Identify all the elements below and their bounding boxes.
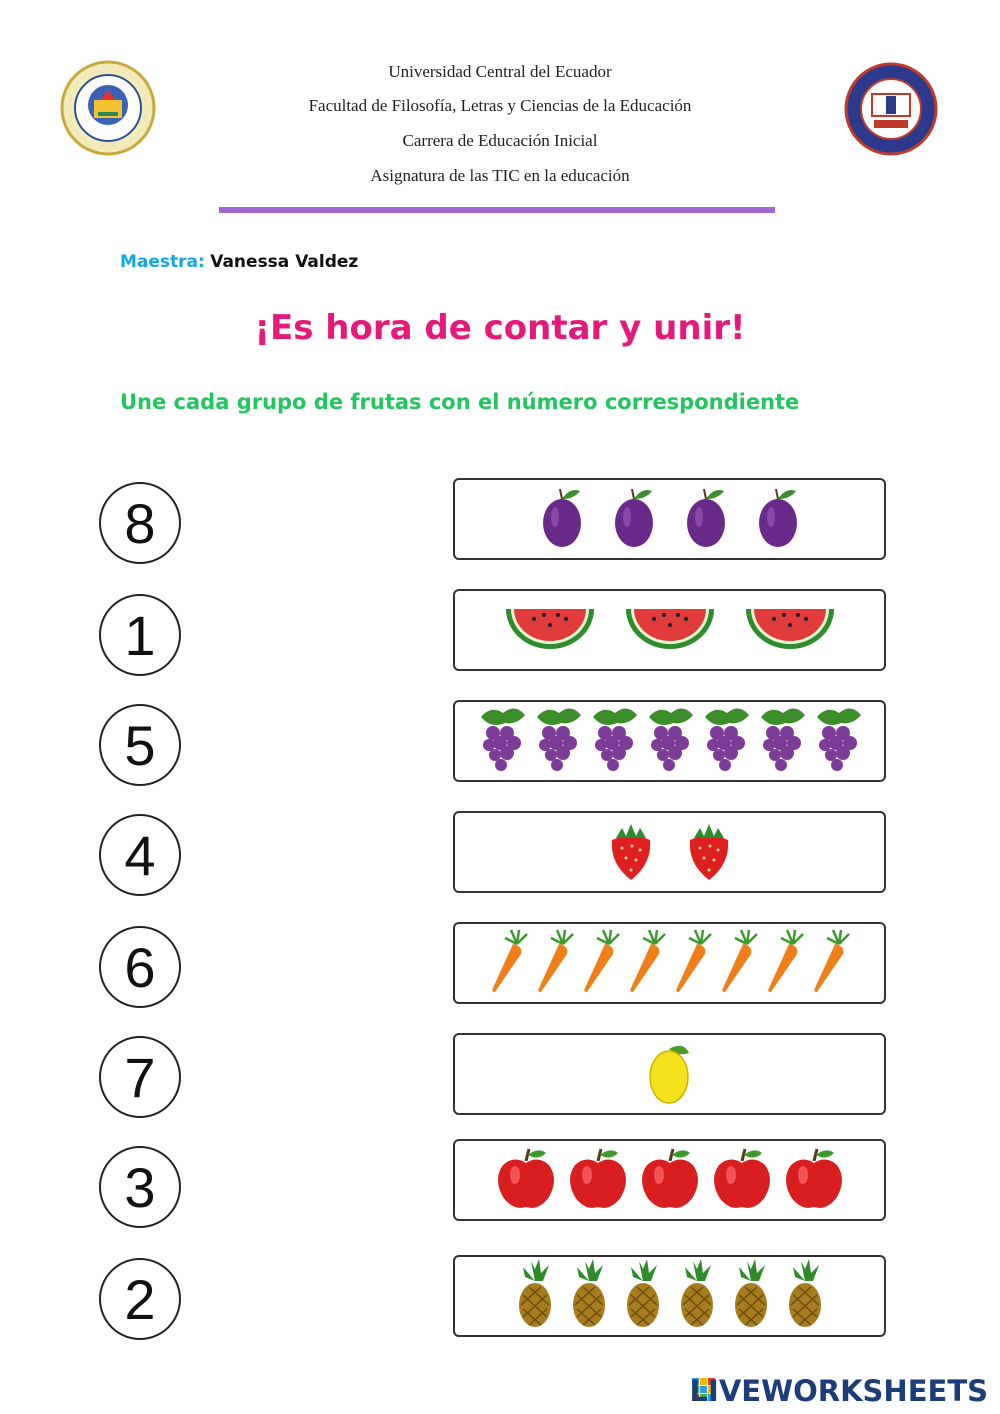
header-divider <box>219 207 775 213</box>
grapes-icon <box>477 705 527 778</box>
pineapple-icon <box>515 1259 555 1334</box>
teacher-name: Vanessa Valdez <box>210 252 359 272</box>
instruction-text: Une cada grupo de frutas con el número correspondiente <box>120 390 800 414</box>
faculty-name: Facultad de Filosofía, Letras y Ciencias de la Educación <box>308 96 692 115</box>
fruit-box-grapes[interactable] <box>453 700 886 782</box>
plum-icon <box>540 485 584 554</box>
teacher-label: Maestra: <box>120 252 205 272</box>
grapes-icon <box>813 705 863 778</box>
apple-icon <box>641 1147 699 1214</box>
worksheet-title: ¡Es hora de contar y unir! <box>254 308 746 348</box>
number-circle[interactable]: 2 <box>99 1258 181 1340</box>
fruit-box-lemon[interactable] <box>453 1033 886 1115</box>
pineapple-icon <box>731 1259 771 1334</box>
number-circle[interactable]: 4 <box>99 814 181 896</box>
strawberry-icon <box>606 818 656 887</box>
teacher-line <box>120 252 358 272</box>
grapes-icon <box>533 705 583 778</box>
fruit-box-plums[interactable] <box>453 478 886 560</box>
university-name: Universidad Central del Ecuador <box>388 62 612 81</box>
fruit-box-carrots[interactable] <box>453 922 886 1004</box>
carrot-icon <box>811 928 851 999</box>
apple-icon <box>713 1147 771 1214</box>
apple-icon <box>497 1147 555 1214</box>
carrot-icon <box>581 928 621 999</box>
pineapple-icon <box>677 1259 717 1334</box>
subject-name: Asignatura de las TIC en la educación <box>370 166 630 185</box>
plum-icon <box>612 485 656 554</box>
carrot-icon <box>719 928 759 999</box>
pineapple-icon <box>569 1259 609 1334</box>
watermelon-icon <box>624 605 716 656</box>
fruit-box-apples[interactable] <box>453 1139 886 1221</box>
fruit-box-pineapples[interactable] <box>453 1255 886 1337</box>
fruit-box-watermelons[interactable] <box>453 589 886 671</box>
strawberry-icon <box>684 818 734 887</box>
number-circle[interactable]: 8 <box>99 482 181 564</box>
pineapple-icon <box>785 1259 825 1334</box>
carrot-icon <box>673 928 713 999</box>
carrot-icon <box>489 928 529 999</box>
liveworksheets-watermark: LIVEWORKSHEETS <box>689 1374 988 1408</box>
number-circle[interactable]: 3 <box>99 1146 181 1228</box>
number-circle[interactable]: 1 <box>99 594 181 676</box>
carrot-icon <box>765 928 805 999</box>
grapes-icon <box>757 705 807 778</box>
grapes-icon <box>701 705 751 778</box>
carrot-icon <box>535 928 575 999</box>
grapes-icon <box>589 705 639 778</box>
apple-icon <box>785 1147 843 1214</box>
lemon-icon <box>647 1039 693 1110</box>
number-circle[interactable]: 7 <box>99 1036 181 1118</box>
watermelon-icon <box>744 605 836 656</box>
watermelon-icon <box>504 605 596 656</box>
pineapple-icon <box>623 1259 663 1334</box>
grapes-icon <box>645 705 695 778</box>
plum-icon <box>756 485 800 554</box>
apple-icon <box>569 1147 627 1214</box>
career-name: Carrera de Educación Inicial <box>402 131 598 150</box>
fruit-box-strawberries[interactable] <box>453 811 886 893</box>
plum-icon <box>684 485 728 554</box>
number-circle[interactable]: 5 <box>99 704 181 786</box>
carrot-icon <box>627 928 667 999</box>
number-circle[interactable]: 6 <box>99 926 181 1008</box>
